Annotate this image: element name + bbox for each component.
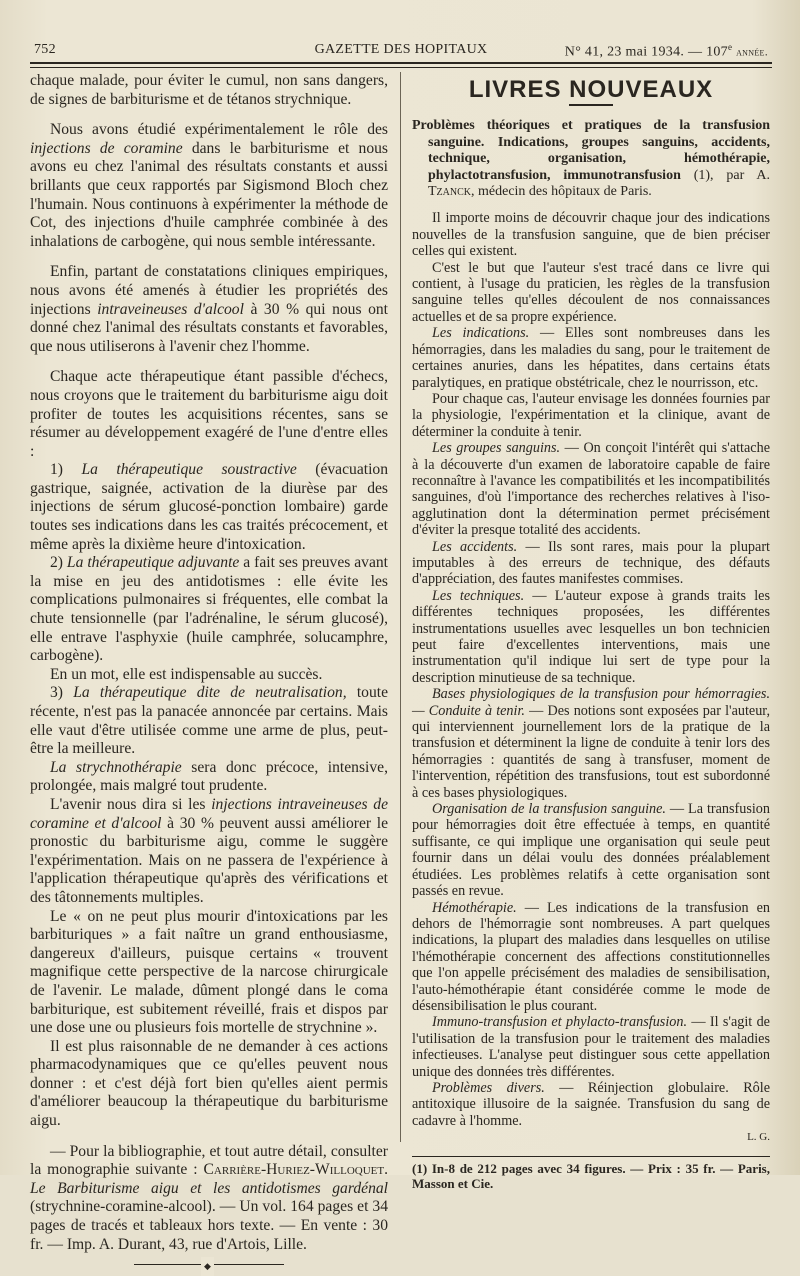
paragraph: Immuno-transfusion et phylacto-transfusion. — Il s'agit de l'utilisation de la transfusion pour le traitement des maladies infectieuses. L'analyse peut distinguer sous cette appellation unique des données très différentes. [412, 1014, 770, 1080]
paragraph: Pour chaque cas, l'auteur envisage les données fournies par la physiologie, l'expérimentation et la clinique, avant de déterminer la conduite à tenir. [412, 390, 770, 440]
paragraph: Le « on ne peut plus mourir d'intoxications par les barbituriques » a fait naître un grand enthousiasme, dangereux d'ailleurs, puisque certains « trouvent magnifique cette perspective de la narcose chirurgicale de l'avenir. Le malade, dûment plongé dans le coma barbiturique, est subitement réveillé, frais et dispos par une dose une ou plusieurs fois mortelle de strychnine ». [30, 907, 388, 1037]
paragraph: Enfin, partant de constatations cliniques empiriques, nous avons été amenés à étudier les propriétés des injections intraveineuses d'alcool à 30 % qui nous ont donné chez l'animal des résultats constants et favorables, que nous utiliserons à l'avenir chez l'homme. [30, 263, 388, 355]
paragraph: Les techniques. — L'auteur expose à grands traits les différentes techniques proposées, les différentes instrumentations usuelles avec lesquelles un bon technicien peut faire d'excellentes interventions, mais une instrumentation qu'il indique lui sert de type pour la description minutieuse de sa technique. [412, 587, 770, 686]
paragraph: Chaque acte thérapeutique étant passible d'échecs, nous croyons que le traitement du barbiturisme aigu doit profiter de toutes les acquisitions récentes, sans se résumer au développement exagéré de l'une d'entre elles : [30, 368, 388, 460]
paragraph: 2) La thérapeutique adjuvante a fait ses preuves avant la mise en jeu des antidotismes : elle évite les complications pulmonaires si fréquentes, elle combat la chute tensionnelle (par l'adrénaline, le sérum glucosé), elle entrave l'asphyxie (huile camphrée, solucamphre, carbogène). [30, 554, 389, 665]
page-header [30, 42, 772, 62]
paragraph: La strychnothérapie sera donc précoce, intensive, prolongée, mais malgré tout prudente. [30, 758, 388, 795]
paragraph: 1) La thérapeutique soustractive (évacuation gastrique, saignée, activation de la diurèse par des injections de sérum glucosé-ponction lombaire) garde toutes ses indications dans les cas traités précocement, et même après la dixième heure d'intoxication. [30, 461, 388, 553]
section-title: LIVRES NOUVEAUX [468, 76, 714, 103]
footnote-rule [412, 1156, 770, 1191]
review-signature: L. G. [747, 1131, 770, 1144]
right-column [412, 72, 771, 1191]
end-ornament [134, 1264, 284, 1265]
paragraph: Nous avons étudié expérimentalement le rôle des injections de coramine dans le barbiturisme et nous avons eu chez l'animal des résultats constants et aussi brillants que ceux rapportés par Sigismond Bloch chez l'humain. Nous continuons à expérimenter la méthode de Cot, des injections d'huile camphrée combinée à des inhalations de carbogène, qui nous semble intéressante. [30, 121, 388, 250]
journal-title: GAZETTE DES HOPITAUX [314, 42, 488, 57]
column-divider [400, 72, 401, 1142]
issue-info: N° 41, 23 mai 1934. — 107e année. [564, 42, 768, 60]
left-column [30, 72, 389, 1253]
header-rule [30, 62, 772, 68]
paragraph: L'avenir nous dira si les injections intraveineuses de coramine et d'alcool à 30 % peuvent aussi améliorer le pronostic du barbiturisme aigu, comme le suggère l'expérimentation. Mais on ne passera de l'expérience à l'application thérapeutique qu'après des vérifications et des tâtonnements multiples. [30, 795, 388, 906]
book-heading: Problèmes théoriques et pratiques de la transfusion sanguine. Indications, groupes sanguins, accidents, technique, organisation, hémothérapie, phylactotransfusion, immunotransfusion (1), par A. Tzanck, médecin des hôpitaux de Paris. [412, 118, 770, 200]
paragraph: Organisation de la transfusion sanguine. — La transfusion pour hémorragies doit être effectuée à temps, en quantité suffisante, ce qui implique une organisation qui seule peut fournir dans un délai voulu des données préalablement étudiées. Les problèmes relatifs à cette organisation sont passés en revue. [412, 801, 770, 900]
paragraph: Bases physiologiques de la transfusion pour hémorragies. — Conduite à tenir. — Des notions sont exposées par l'auteur, qui interviennent journellement lors de la pratique de la transfusion et déterminent la ligne de conduite à tenir lors des hémorragies : quantités de sang à transfuser, moment de l'intervention, répétition des transfusions, tout est subordonné à ces bases physiologiques. [412, 686, 770, 801]
bibliography-note: — Pour la bibliographie, et tout autre détail, consulter la monographie suivante : Carrière-Huriez-Willoquet. Le Barbiturisme aigu et les antidotismes gardénal (strychnine-coramine-alcool). — Un vol. 164 pages et 34 pages de tracés et tableaux hors texte. — En vente : 30 fr. — Imp. A. Durant, 43, rue d'Artois, Lille. [30, 1142, 388, 1253]
paragraph: Les indications. — Elles sont nombreuses dans les hémorragies, dans les maladies du sang, pour le traitement de certaines anuries, dans les hépatites, dans certains états paralytiques, en pratique obstétricale, chez le nourrisson, etc. [412, 325, 771, 391]
paragraph: 3) La thérapeutique dite de neutralisation, toute récente, n'est pas la panacée annoncée par certains. Mais elle vaut d'être utilisée comme une arme de plus, peut-être la meilleure. [30, 684, 388, 758]
paragraph: Problèmes divers. — Réinjection globulaire. Rôle antitoxique illusoire de la saignée. Transfusion du sang de cadavre à l'homme. [412, 1079, 771, 1129]
page-number: 752 [34, 42, 56, 57]
paragraph: En un mot, elle est indispensable au succès. [50, 665, 323, 683]
paragraph: Les groupes sanguins. — On conçoit l'intérêt qui s'attache à la découverte d'un examen de laboratoire capable de faire reconnaître à l'avance les compatibilités et les incompatibilités sanguines, d'où l'importance des recherches relatives à l'iso-agglutination dont la détermination permet précisément d'éviter la presque totalité des accidents. [412, 440, 770, 539]
paragraph: Il est plus raisonnable de ne demander à ces actions pharmacodynamiques que ce qu'elles peuvent nous donner : et c'est déjà fort bien qu'elles aient permis d'améliorer beaucoup la thérapeutique du barbiturisme aigu. [30, 1037, 388, 1130]
paragraph: Il importe moins de découvrir chaque jour des indications nouvelles de la transfusion sanguine, que de bien préciser celles qui existent. [412, 210, 770, 260]
footnote: (1) In-8 de 212 pages avec 34 figures. — Prix : 35 fr. — Paris, Masson et Cie. [412, 1160, 770, 1191]
title-rule [569, 104, 613, 106]
paragraph: Hémothérapie. — Les indications de la transfusion en dehors de l'hémorragie sont nombreuses. A part quelques indications, la plupart des maladies dans lesquelles on utilise l'hémothérapie concernent des affections constitutionnelles que l'on appelle précisément des maladies de sensibilisation, l'auto-hémothérapie étant considérée comme le mode de désensibilisation le plus courant. [412, 899, 770, 1014]
paragraph: C'est le but que l'auteur s'est tracé dans ce livre qui contient, à l'usage du praticien, les règles de la transfusion sanguine telles qu'elles découlent de nos connaissances actuelles et de sa propre expérience. [412, 259, 770, 325]
paragraph: chaque malade, pour éviter le cumul, non sans dangers, de signes de barbiturisme et de tétanos strychnique. [30, 72, 388, 108]
paragraph: Les accidents. — Ils sont rares, mais pour la plupart imputables à des erreurs de technique, des défauts d'appréciation, des fautes manifestes commises. [412, 538, 770, 588]
